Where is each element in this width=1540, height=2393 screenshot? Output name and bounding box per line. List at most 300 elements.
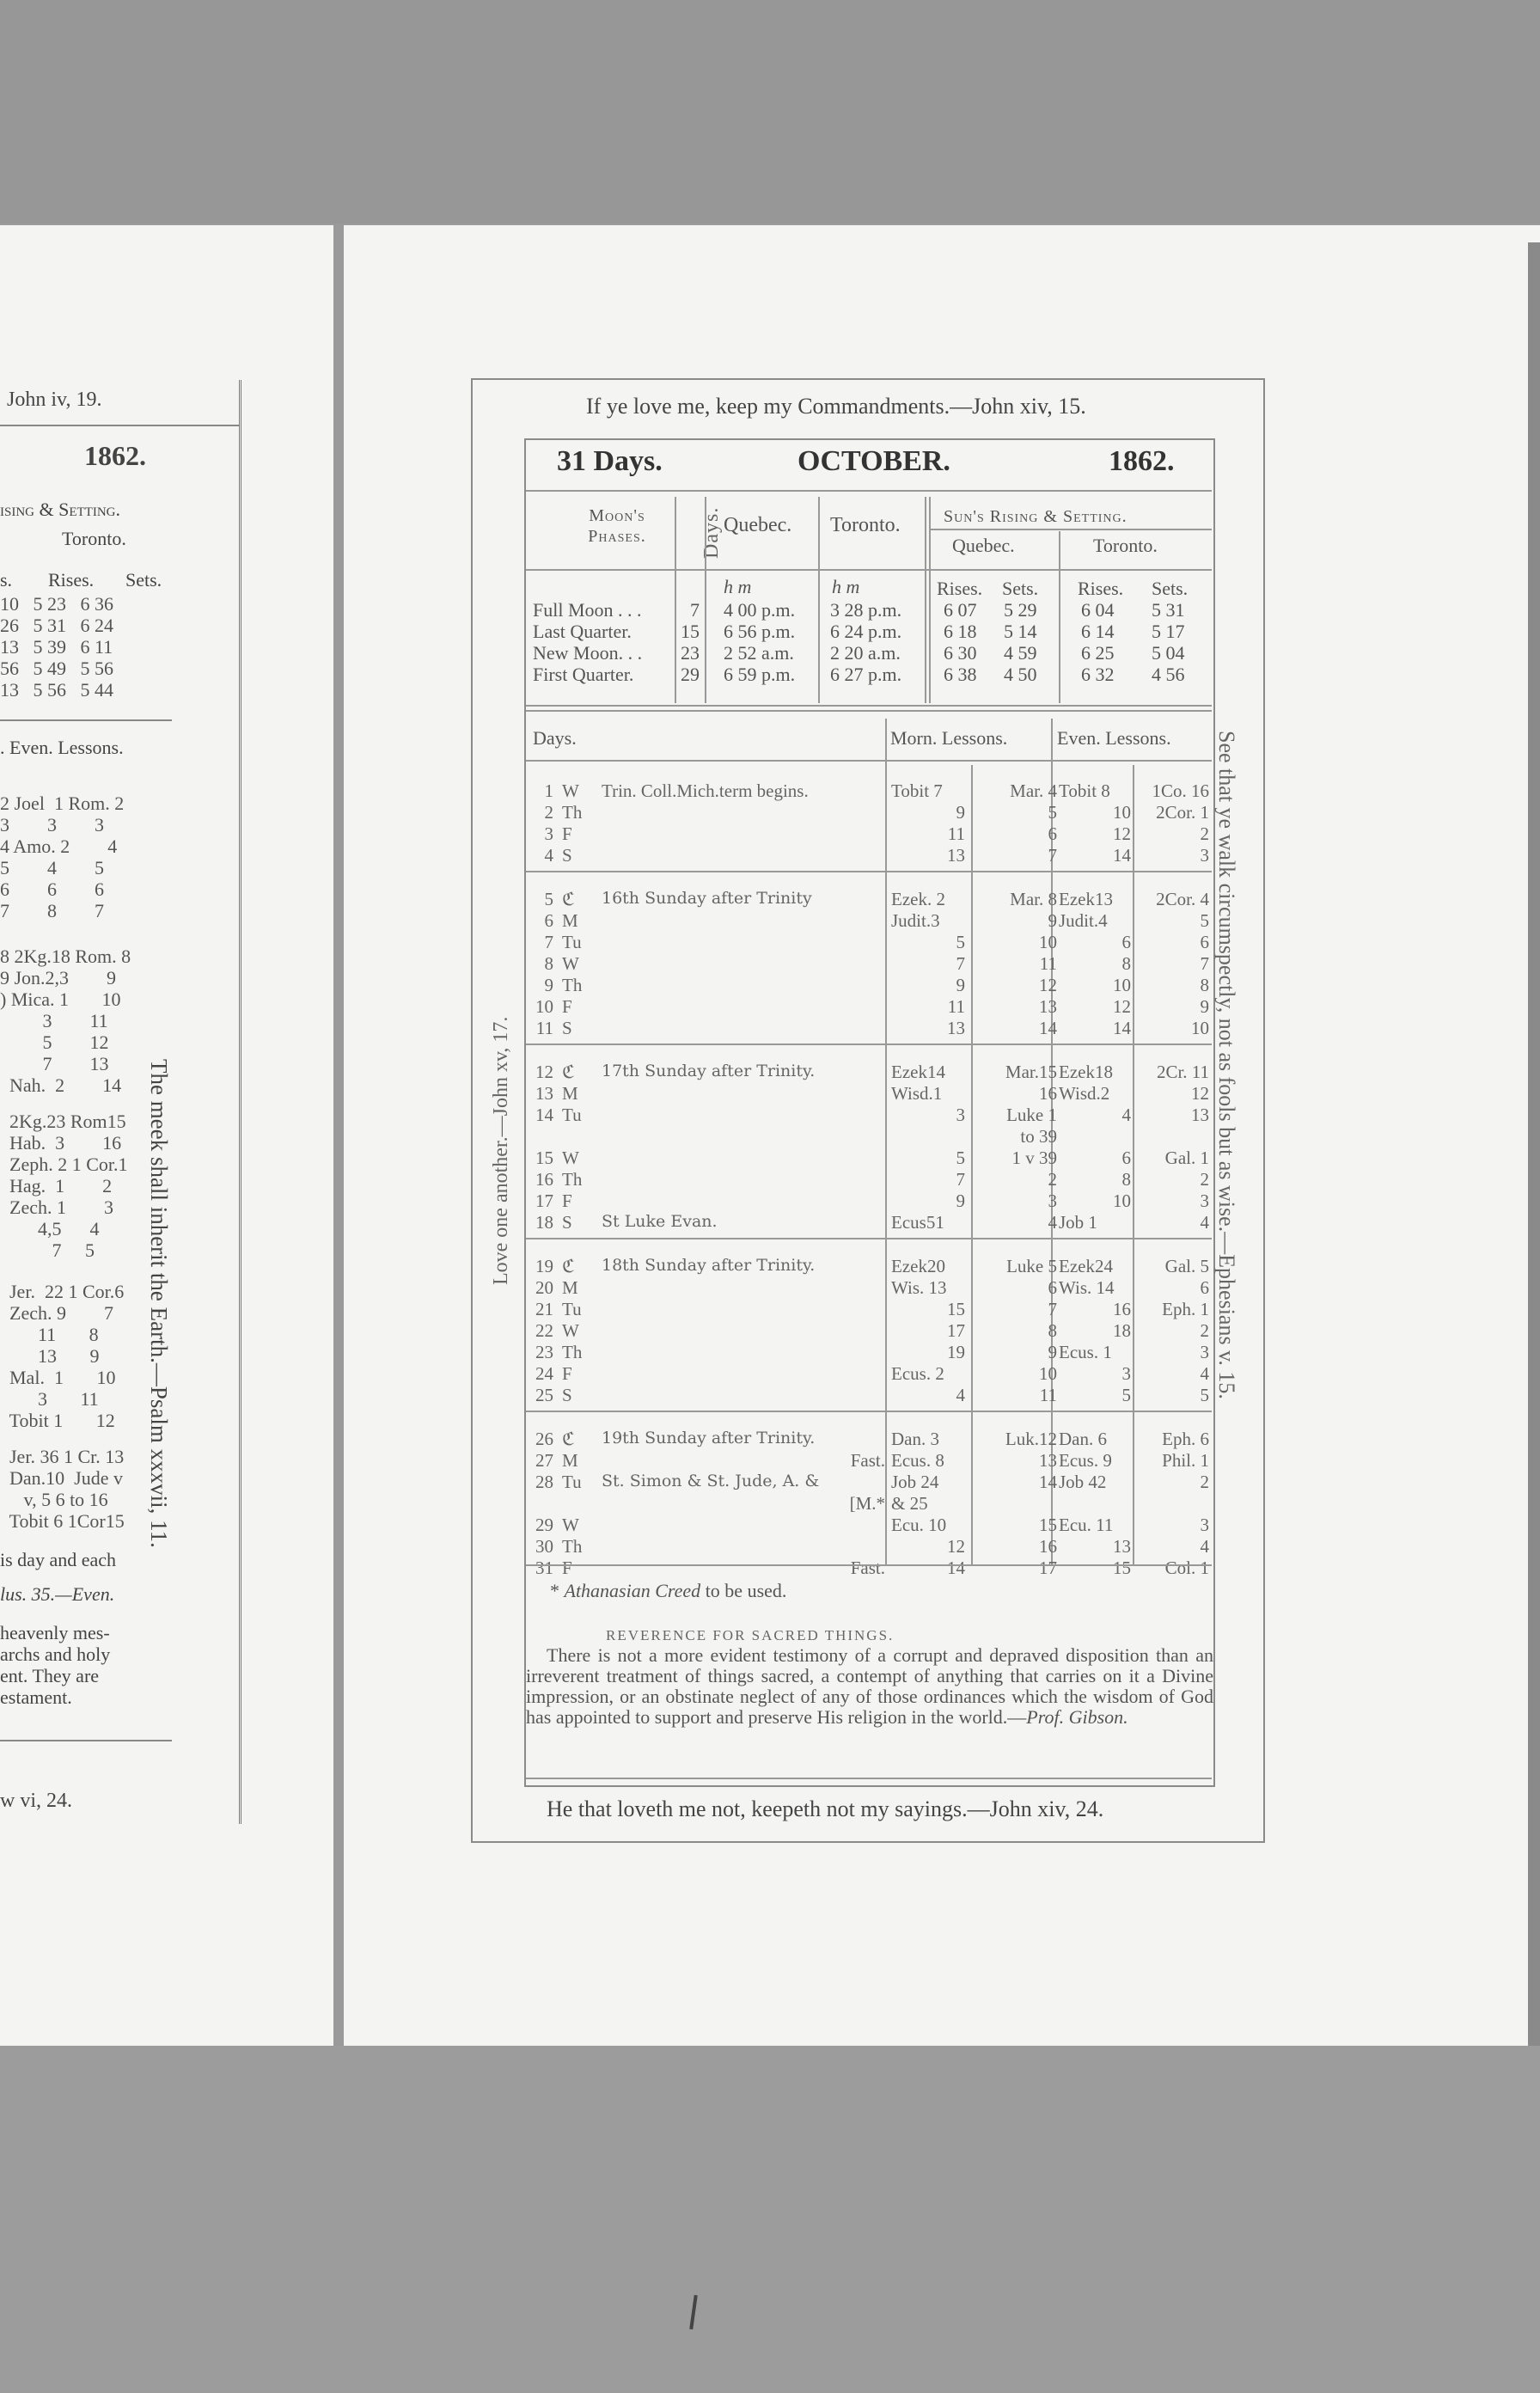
evening-lesson-2: 2Cor. 4	[1156, 889, 1209, 909]
sun-quebec-set: 4 50	[1004, 664, 1037, 685]
morning-lesson-1: 9	[956, 975, 965, 995]
cal-days-head: Days.	[533, 727, 577, 749]
evening-lesson-1: 12	[1113, 823, 1131, 844]
calendar-row	[526, 975, 1213, 996]
weekday: Th	[562, 1342, 583, 1362]
left-sun-header: ising & Setting.	[0, 499, 120, 520]
moon-days-head: Days.	[700, 506, 723, 559]
sun-toronto-set: 5 31	[1152, 599, 1185, 621]
calendar-row	[526, 953, 1213, 975]
left-note-line: archs and holy	[0, 1643, 111, 1665]
evening-lesson-1: 3	[1121, 1363, 1131, 1384]
morning-lesson-1: 9	[956, 1190, 965, 1211]
calendar-bottom-rule	[526, 1564, 1212, 1566]
evening-lesson-2: Eph. 6	[1162, 1429, 1209, 1449]
morning-lesson-2: to 39	[1020, 1126, 1057, 1147]
hm-label: h m	[724, 576, 752, 597]
reverence-text: There is not a more evident testimony of a corrupt and depraved disposition than an irreverent treatment of things sacred, a contempt of anything that carries on it a Divine impression, or an obstinate neglect of any of those ordinances which the wisdom of God has appointed to support and preserve His religion in the world.—	[526, 1644, 1213, 1728]
calendar-row	[526, 1105, 1213, 1126]
weekday: W	[562, 1148, 579, 1168]
creed-star: *	[550, 1580, 565, 1601]
evening-lesson-1: 8	[1121, 1169, 1131, 1190]
moon-head-rule	[526, 569, 1212, 571]
calendar-row	[526, 845, 1213, 866]
moon-toronto-head: Toronto.	[830, 514, 901, 536]
evening-lesson-2: Gal. 1	[1164, 1148, 1209, 1168]
header-month: OCTOBER.	[798, 445, 950, 477]
evening-lesson-1: 15	[1113, 1558, 1131, 1578]
moon-toronto-time: 6 24 p.m.	[830, 621, 902, 642]
moon-phase-name: New Moon. . .	[533, 642, 643, 664]
weekday: Tu	[562, 932, 582, 952]
morning-lesson-2: 13	[1039, 996, 1057, 1017]
evening-lesson-1: Ezek18	[1059, 1062, 1113, 1082]
left-top-reference: John iv, 19.	[7, 389, 102, 411]
evening-lesson-2: 2Cor. 1	[1156, 802, 1209, 823]
evening-lesson-2: 8	[1200, 975, 1209, 995]
evening-lesson-1: 13	[1113, 1536, 1131, 1557]
evening-lesson-2: Col. 1	[1164, 1558, 1209, 1578]
morning-lesson-1: Job 24	[891, 1472, 939, 1492]
weekday: S	[562, 1385, 572, 1405]
reverence-author: Prof. Gibson.	[1026, 1706, 1128, 1728]
moon-toronto-time: 2 20 a.m.	[830, 642, 901, 664]
feast-or-event: St Luke Evan.	[602, 1212, 718, 1231]
left-lesson-block: 2Kg.23 Rom15 Hab. 3 16 Zeph. 2 1 Cor.1 Hag. 1 2 Zech. 1 3 4,5 4 7 5	[9, 1111, 128, 1261]
evening-lesson-2: 2Cr. 11	[1156, 1062, 1209, 1082]
left-note-line: is day and each	[0, 1549, 116, 1570]
moon-phases-head: Moon's Phases.	[588, 506, 646, 546]
evening-lesson-1: 10	[1113, 802, 1131, 823]
sun-subhead-rule	[931, 529, 1212, 530]
evening-lesson-1: 10	[1113, 975, 1131, 995]
moon-phase-name: Full Moon . . .	[533, 599, 642, 621]
top-motto: If ye love me, keep my Commandments.—John xiv, 15.	[586, 394, 1086, 419]
left-place: Toronto.	[62, 528, 126, 549]
left-page	[0, 225, 333, 2047]
morning-lesson-2: 8	[1048, 1320, 1057, 1341]
left-lessons-head: . Even. Lessons.	[0, 737, 124, 758]
week-divider	[526, 1411, 1212, 1412]
sun-toronto-set: 4 56	[1152, 664, 1185, 685]
morning-lesson-1: 5	[956, 932, 965, 952]
calendar-row	[526, 1277, 1213, 1299]
left-sun-row: 13 5 56 5 44	[0, 679, 113, 701]
day-number: 18	[535, 1212, 553, 1233]
left-sun-row: 26 5 31 6 24	[0, 615, 113, 636]
calendar-row	[526, 1062, 1213, 1083]
day-number: 5	[544, 889, 553, 909]
morning-lesson-1: Ecus. 8	[891, 1450, 944, 1471]
evening-lesson-1: 16	[1113, 1299, 1131, 1319]
col-divider	[818, 497, 820, 703]
scan-background-bottom	[0, 2046, 1540, 2393]
weekday: ℭ	[562, 1256, 575, 1276]
right-margin-verse: See that ye walk circumspectly, not as fools but as wise.—Ephesians v. 15.	[1214, 731, 1239, 1399]
morning-lesson-1: Ecus. 2	[891, 1363, 944, 1384]
morning-lesson-1: Ezek20	[891, 1256, 945, 1276]
evening-lesson-1: 4	[1121, 1105, 1131, 1125]
reverence-paragraph	[526, 1645, 1213, 1728]
day-number: 15	[535, 1148, 553, 1168]
cal-evening-lessons-head: Even. Lessons.	[1057, 727, 1171, 749]
left-col-head-2: Rises.	[48, 569, 95, 591]
header-days: 31 Days.	[557, 445, 663, 477]
sun-quebec-set: 4 59	[1004, 642, 1037, 664]
week-divider	[526, 871, 1212, 872]
evening-lesson-1: Job 42	[1059, 1472, 1107, 1492]
evening-lesson-1: Ecu. 11	[1059, 1515, 1114, 1535]
calendar-row	[526, 996, 1213, 1018]
weekday: Th	[562, 802, 583, 823]
weekday: F	[562, 823, 572, 844]
evening-lesson-1: Wis. 14	[1059, 1277, 1115, 1298]
calendar-row	[526, 1472, 1213, 1493]
morning-lesson-2: 15	[1039, 1515, 1057, 1535]
calendar-row	[526, 1450, 1213, 1472]
weekday: Th	[562, 1536, 583, 1557]
morning-lesson-1: Ezek. 2	[891, 889, 945, 909]
evening-lesson-1: 5	[1121, 1385, 1131, 1405]
day-number: 22	[535, 1320, 553, 1341]
morning-lesson-1: Wis. 13	[891, 1277, 947, 1298]
morning-lesson-2: 14	[1039, 1018, 1057, 1038]
evening-lesson-2: 7	[1200, 953, 1209, 974]
sun-quebec-set: 5 29	[1004, 599, 1037, 621]
morning-lesson-1: Judit.3	[891, 910, 940, 931]
morning-lesson-1: 15	[947, 1299, 965, 1319]
evening-lesson-1: 14	[1113, 1018, 1131, 1038]
weekday: ℭ	[562, 1062, 575, 1082]
calendar-row	[526, 1493, 1213, 1515]
moon-phase-day: 7	[690, 599, 700, 621]
calendar-row	[526, 780, 1213, 802]
evening-lesson-1: Ecus. 9	[1059, 1450, 1112, 1471]
day-number: 31	[535, 1558, 553, 1578]
left-sun-row: 10 5 23 6 36	[0, 593, 113, 615]
moon-phase-name: Last Quarter.	[533, 621, 632, 642]
morning-lesson-1: 19	[947, 1342, 965, 1362]
creed-note	[550, 1580, 786, 1602]
day-number: 7	[544, 932, 553, 952]
calendar-row	[526, 932, 1213, 953]
day-number: 2	[544, 802, 553, 823]
scan-mark	[689, 2295, 698, 2329]
weekday: F	[562, 1558, 572, 1578]
evening-lesson-2: Phil. 1	[1162, 1450, 1209, 1471]
weekday: F	[562, 1363, 572, 1384]
left-note-line: lus. 35.—Even.	[0, 1583, 115, 1605]
weekday: Th	[562, 975, 583, 995]
morning-lesson-1: Ezek14	[891, 1062, 945, 1082]
evening-lesson-1: 6	[1121, 932, 1131, 952]
moon-phase-name: First Quarter.	[533, 664, 634, 685]
morning-lesson-1: 9	[956, 802, 965, 823]
evening-lesson-2: 13	[1191, 1105, 1209, 1125]
weekday: ℭ	[562, 889, 575, 909]
morning-lesson-1: 13	[947, 845, 965, 866]
moon-table-bottom-rule	[526, 705, 1212, 707]
evening-lesson-1: 14	[1113, 845, 1131, 866]
calendar-row	[526, 1190, 1213, 1212]
day-number: 10	[535, 996, 553, 1017]
evening-lesson-1: 18	[1113, 1320, 1131, 1341]
calendar-row	[526, 1018, 1213, 1039]
morning-lesson-2: 3	[1048, 1190, 1057, 1211]
calendar-row	[526, 1083, 1213, 1105]
morning-lesson-2: Luke 1	[1006, 1105, 1057, 1125]
evening-lesson-1: Ezek13	[1059, 889, 1113, 909]
morning-lesson-1: Ecus51	[891, 1212, 944, 1233]
evening-lesson-2: 3	[1200, 1190, 1209, 1211]
left-lesson-block: 8 2Kg.18 Rom. 8 9 Jon.2,3 9 ) Mica. 1 10 3 11 5 12 7 13 Nah. 2 14	[0, 946, 131, 1096]
header-year: 1862.	[1109, 445, 1175, 477]
evening-lesson-2: Gal. 5	[1164, 1256, 1209, 1276]
morning-lesson-2: 11	[1039, 1385, 1057, 1405]
calendar-row	[526, 1385, 1213, 1406]
day-number: 14	[535, 1105, 553, 1125]
col-divider	[925, 497, 926, 703]
day-number: 20	[535, 1277, 553, 1298]
feast-or-event: [M.*	[849, 1493, 885, 1514]
sun-quebec-subhead: Quebec.	[952, 535, 1015, 556]
col-divider	[675, 497, 676, 703]
calendar-row	[526, 1515, 1213, 1536]
left-bottom-reference: w vi, 24.	[0, 1790, 72, 1812]
moon-table-bottom-rule	[526, 710, 1212, 712]
feast-or-event: Fast.	[850, 1558, 885, 1578]
weekday: S	[562, 1212, 572, 1233]
morning-lesson-2: 10	[1039, 1363, 1057, 1384]
evening-lesson-1: Ezek24	[1059, 1256, 1113, 1276]
day-number: 21	[535, 1299, 553, 1319]
moon-quebec-time: 4 00 p.m.	[724, 599, 796, 621]
evening-lesson-2: 2	[1200, 1472, 1209, 1492]
evening-lesson-2: 2	[1200, 1169, 1209, 1190]
weekday: F	[562, 1190, 572, 1211]
evening-lesson-2: Eph. 1	[1162, 1299, 1209, 1319]
morning-lesson-2: 1 v 39	[1011, 1148, 1057, 1168]
weekday: M	[562, 1450, 578, 1471]
day-number: 11	[535, 1018, 553, 1038]
sun-toronto-rise: 6 32	[1081, 664, 1115, 685]
creed-name: Athanasian Creed	[564, 1580, 701, 1601]
weekday: W	[562, 1320, 579, 1341]
morning-lesson-1: 7	[956, 1169, 965, 1190]
calendar-row	[526, 1558, 1213, 1579]
sun-quebec-set: 5 14	[1004, 621, 1037, 642]
morning-lesson-2: 14	[1039, 1472, 1057, 1492]
day-number: 8	[544, 953, 553, 974]
weekday: ℭ	[562, 1429, 575, 1449]
weekday: W	[562, 953, 579, 974]
weekday: S	[562, 1018, 572, 1038]
evening-lesson-2: 3	[1200, 1342, 1209, 1362]
feast-or-event: 17th Sunday after Trinity.	[602, 1062, 816, 1080]
evening-lesson-2: 5	[1200, 910, 1209, 931]
weekday: Tu	[562, 1299, 582, 1319]
weekday: F	[562, 996, 572, 1017]
left-sun-row: 56 5 49 5 56	[0, 658, 113, 679]
moon-phase-day: 15	[681, 621, 700, 642]
col-divider	[929, 497, 931, 703]
evening-lesson-2: 1Co. 16	[1152, 780, 1209, 801]
evening-lesson-1: Judit.4	[1059, 910, 1108, 931]
week-divider	[526, 1238, 1212, 1239]
bottom-motto: He that loveth me not, keepeth not my sayings.—John xiv, 24.	[547, 1796, 1104, 1821]
evening-lesson-1: 6	[1121, 1148, 1131, 1168]
sets-label: Sets.	[1152, 578, 1189, 599]
morning-lesson-2: Luke 5	[1006, 1256, 1057, 1276]
left-note-line: heavenly mes-	[0, 1622, 110, 1643]
morning-lesson-1: 4	[956, 1385, 965, 1405]
morning-lesson-2: 5	[1048, 802, 1057, 823]
day-number: 6	[544, 910, 553, 931]
calendar-row	[526, 1169, 1213, 1190]
moon-toronto-time: 6 27 p.m.	[830, 664, 902, 685]
left-side-verse: The meek shall inherit the Earth.—Psalm xxxvii, 11.	[146, 1059, 172, 1548]
morning-lesson-2: 2	[1048, 1169, 1057, 1190]
day-number: 13	[535, 1083, 553, 1104]
feast-or-event: St. Simon & St. Jude, A. &	[602, 1472, 820, 1490]
day-number: 17	[535, 1190, 553, 1211]
day-number: 16	[535, 1169, 553, 1190]
morning-lesson-2: Mar. 8	[1010, 889, 1057, 909]
day-number: 28	[535, 1472, 553, 1492]
evening-lesson-1: Ecus. 1	[1059, 1342, 1112, 1362]
morning-lesson-2: Luk.12	[1005, 1429, 1057, 1449]
feast-or-event: 19th Sunday after Trinity.	[602, 1429, 816, 1447]
day-number: 29	[535, 1515, 553, 1535]
scan-background-top	[0, 0, 1540, 223]
weekday: W	[562, 1515, 579, 1535]
evening-lesson-2: 10	[1191, 1018, 1209, 1038]
sun-toronto-set: 5 04	[1152, 642, 1185, 664]
day-number: 27	[535, 1450, 553, 1471]
sun-quebec-rise: 6 30	[944, 642, 977, 664]
left-year: 1862.	[84, 440, 146, 471]
morning-lesson-2: 13	[1039, 1450, 1057, 1471]
evening-lesson-2: 3	[1200, 1515, 1209, 1535]
morning-lesson-2: Mar. 4	[1010, 780, 1057, 801]
calendar-row	[526, 802, 1213, 823]
feast-or-event: 18th Sunday after Trinity.	[602, 1256, 816, 1275]
day-number: 24	[535, 1363, 553, 1384]
sun-toronto-rise: 6 25	[1081, 642, 1115, 664]
moon-quebec-time: 2 52 a.m.	[724, 642, 794, 664]
morning-lesson-1: 14	[947, 1558, 965, 1578]
morning-lesson-2: 9	[1048, 1342, 1057, 1362]
sun-quebec-rise: 6 18	[944, 621, 977, 642]
calendar-row	[526, 1320, 1213, 1342]
weekday: M	[562, 910, 578, 931]
morning-lesson-2: 10	[1039, 932, 1057, 952]
evening-lesson-1: Job 1	[1059, 1212, 1097, 1233]
morning-lesson-1: 13	[947, 1018, 965, 1038]
morning-lesson-1: Tobit 7	[891, 780, 943, 801]
cal-morning-lessons-head: Morn. Lessons.	[890, 727, 1008, 749]
morning-lesson-2: Mar.15	[1005, 1062, 1057, 1082]
evening-lesson-2: 12	[1191, 1083, 1209, 1104]
hm-label: h m	[832, 576, 860, 597]
left-rule	[0, 1740, 172, 1741]
day-number: 30	[535, 1536, 553, 1557]
col-divider	[1059, 531, 1060, 703]
sun-toronto-subhead: Toronto.	[1093, 535, 1158, 556]
day-number: 9	[544, 975, 553, 995]
calendar-row	[526, 1363, 1213, 1385]
footer-rule	[526, 1778, 1212, 1779]
day-number: 12	[535, 1062, 553, 1082]
day-number: 19	[535, 1256, 553, 1276]
morning-lesson-2: 6	[1048, 1277, 1057, 1298]
calendar-row	[526, 1536, 1213, 1558]
calendar-row	[526, 1148, 1213, 1169]
morning-lesson-1: Dan. 3	[891, 1429, 939, 1449]
morning-lesson-1: 11	[947, 996, 965, 1017]
evening-lesson-1: Wisd.2	[1059, 1083, 1110, 1104]
creed-rest: to be used.	[700, 1580, 787, 1601]
day-number: 1	[544, 780, 553, 801]
evening-lesson-2: 2	[1200, 823, 1209, 844]
calendar-row	[526, 1212, 1213, 1233]
sun-quebec-rise: 6 07	[944, 599, 977, 621]
evening-lesson-2: 3	[1200, 845, 1209, 866]
morning-lesson-2: 11	[1039, 953, 1057, 974]
morning-lesson-1: Wisd.1	[891, 1083, 943, 1104]
left-rule	[0, 425, 239, 426]
left-col-head-1: s.	[0, 569, 13, 591]
morning-lesson-1: 12	[947, 1536, 965, 1557]
calendar-row	[526, 1256, 1213, 1277]
feast-or-event: 16th Sunday after Trinity	[602, 889, 812, 908]
feast-or-event: Trin. Coll.Mich.term begins.	[602, 780, 809, 801]
evening-lesson-2: 6	[1200, 1277, 1209, 1298]
calendar-row	[526, 1299, 1213, 1320]
left-note-line: ent. They are	[0, 1665, 100, 1686]
moon-toronto-time: 3 28 p.m.	[830, 599, 902, 621]
cal-head-rule	[526, 760, 1212, 762]
calendar-row	[526, 1429, 1213, 1450]
day-number: 3	[544, 823, 553, 844]
week-divider	[526, 1043, 1212, 1045]
morning-lesson-2: 16	[1039, 1536, 1057, 1557]
evening-lesson-2: 5	[1200, 1385, 1209, 1405]
morning-lesson-1: 5	[956, 1148, 965, 1168]
sun-toronto-set: 5 17	[1152, 621, 1185, 642]
morning-lesson-2: 17	[1039, 1558, 1057, 1578]
calendar-row	[526, 889, 1213, 910]
morning-lesson-2: 9	[1048, 910, 1057, 931]
moon-phase-day: 23	[681, 642, 700, 664]
morning-lesson-2: 7	[1048, 1299, 1057, 1319]
evening-lesson-1: Dan. 6	[1059, 1429, 1107, 1449]
left-col-head-3: Sets.	[125, 569, 162, 591]
morning-lesson-1: 3	[956, 1105, 965, 1125]
header-rule	[526, 490, 1212, 492]
left-lesson-block: Jer. 22 1 Cor.6 Zech. 9 7 11 8 13 9 Mal. 1 10 3 11 Tobit 1 12	[9, 1281, 125, 1431]
calendar-row	[526, 910, 1213, 932]
weekday: Tu	[562, 1105, 582, 1125]
rises-label: Rises.	[937, 578, 983, 599]
weekday: M	[562, 1083, 578, 1104]
evening-lesson-2: 9	[1200, 996, 1209, 1017]
weekday: S	[562, 845, 572, 866]
morning-lesson-1: 11	[947, 823, 965, 844]
morning-lesson-1: 7	[956, 953, 965, 974]
morning-lesson-2: 4	[1048, 1212, 1057, 1233]
evening-lesson-1: 12	[1113, 996, 1131, 1017]
